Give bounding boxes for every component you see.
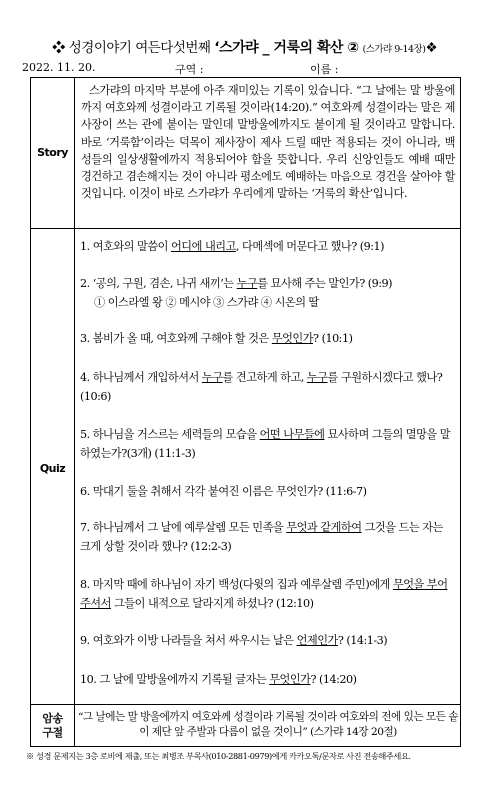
title-range: (스가랴 9-14장) <box>362 44 426 55</box>
quiz-label: Quiz <box>39 462 66 475</box>
memory-verse-text: “그 날에는 말 방울에까지 여호와께 성결이라 기록될 것이라 여호와의 전에 있는 모든 솥이 제단 앞 주발과 다름이 없을 것이니” (스가랴 14장 20절) <box>78 711 458 738</box>
worksheet-table <box>30 77 461 747</box>
diamond-icon: ❖ <box>425 40 438 56</box>
name-label: 이름 : <box>310 63 339 76</box>
quiz-question-4: 4. 하나님께서 개입하셔서 누구를 견고하게 하고, 누구를 구원하시겠다고 했나? (10:6) <box>80 371 443 403</box>
story-text: 스가랴의 마지막 부분에 아주 재미있는 기록이 있습니다. “그 날에는 말 방울에까지 여호와께 성결이라고 기록될 것이라(14:20).” 여호와께 성결이라는 말은 제사장이 쓰는 관에 붙이는 말인데 말방울에까지도 붙이게 될 것이라고 말합니다. 바로 ‘거룩함’이라는 덕목이 제사장이 제사 드릴 때만 적용되는 것이 아니라, 백성들의 일상생활에까지 적용되어야 함을 뜻합니다. 우리 신앙인들도 예배 때만 경건하고 겸손해지는 것이 아니라 평소에도 예배하는 마음으로 경건을 살아야 할 것입니다. 이것이 바로 스가랴가 우리에게 말하는 ‘거룩의 확산’입니다. <box>81 84 455 201</box>
district-label: 구역 : <box>175 63 204 76</box>
date: 2022. 11. 20. <box>22 61 96 74</box>
diamond-icon: ❖ <box>51 40 65 56</box>
quiz-question-5: 5. 하나님을 거스르는 세력들의 모습을 어떤 나무들에 묘사하며 그들의 멸망을 말하였는가?(3개) (11:1-3) <box>80 428 451 460</box>
column-divider <box>74 78 75 746</box>
row-divider <box>31 228 460 229</box>
quiz-question-3: 3. 봄비가 올 때, 여호와께 구해야 할 것은 무엇인가? (10:1) <box>80 332 353 345</box>
quiz-question-10: 10. 그 날에 말방울에까지 기록될 글자는 무엇인가? (14:20) <box>80 673 357 686</box>
title-prefix: 성경이야기 여든다섯번째 <box>68 40 211 56</box>
quiz-question-1: 1. 여호와의 말씀이 어디에 내리고, 다메섹에 머문다고 했나? (9:1) <box>80 240 384 253</box>
quiz-question-8: 8. 마지막 때에 하나님이 자기 백성(다윗의 집과 예루살렘 주민)에게 무엇을 부어 주셔서 그들이 내적으로 달라지게 하셨나? (12:10) <box>80 578 448 610</box>
row-divider <box>31 704 460 705</box>
footer-note: ※ 성경 문제지는 3층 로비에 제출, 또는 최병조 부목사(010-2881-0979)에게 카카오톡/문자로 사진 전송해주세요. <box>26 751 411 761</box>
quiz-question-2: 2. ‘공의, 구원, 겸손, 나귀 새끼’는 누구를 묘사해 주는 말인가? (9:9) ① 이스라엘 왕 ② 메시야 ③ 스가랴 ④ 시온의 딸 <box>80 277 393 309</box>
quiz-question-2-options: ① 이스라엘 왕 ② 메시야 ③ 스가랴 ④ 시온의 딸 <box>94 296 319 309</box>
title-main: ‘스가랴 _ 거룩의 확산 ② <box>214 40 359 56</box>
quiz-question-9: 9. 여호와가 이방 나라들을 쳐서 싸우시는 날은 언제인가? (14:1-3) <box>80 634 388 647</box>
quiz-question-6: 6. 막대기 둘을 취해서 각각 붙여진 이름은 무엇인가? (11:6-7) <box>80 485 367 498</box>
memory-verse-label: 암송 구절 <box>42 712 63 739</box>
quiz-question-7: 7. 하나님께서 그 날에 예루살렘 모든 민족을 무엇과 같게하여 그것을 드는 자는 크게 상할 것이라 했나? (12:2-3) <box>80 521 443 553</box>
page-title <box>0 36 489 57</box>
story-label: Story <box>37 146 68 159</box>
